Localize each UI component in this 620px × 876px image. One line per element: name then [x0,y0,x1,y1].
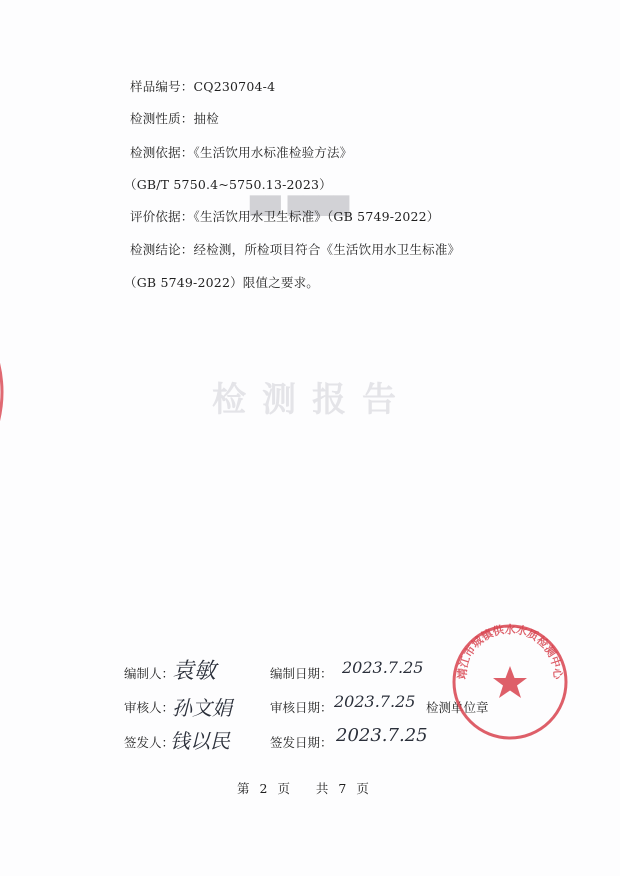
inspection-nature-value: 抽检 [193,111,219,126]
inspection-basis-code: （GB/T 5750.4~5750.13-2023） [124,177,332,192]
page-unit: 页 [277,781,290,796]
conclusion-value: 经检测，所检项目符合《生活饮用水卫生标准》 [193,242,461,257]
inspection-unit-label: 检测单位章 [426,700,489,715]
review-date-label: 审核日期： [270,700,333,715]
inspection-basis-line [130,143,352,161]
inspection-basis-label: 检测依据： [130,145,194,160]
issuer-signature: 钱以民 [170,729,230,753]
total-pages: 7 [338,781,347,796]
conclusion-continuation: （GB 5749-2022）限值之要求。 [124,275,319,290]
official-seal [450,622,570,742]
issue-date-label: 签发日期： [270,735,333,750]
evaluation-basis-value: 《生活饮用水卫生标准》（GB 5749-2022） [193,209,440,224]
reviewer-label: 审核人： [124,700,175,715]
sample-number-label: 样品编号： [130,79,194,94]
conclusion-label: 检测结论： [130,242,194,257]
compiler-label: 编制人： [124,666,175,681]
bleed-through-text: ▇▇ ▇▇▇▇ [250,192,350,216]
issuer-label: 签发人： [124,735,175,750]
total-prefix: 共 [315,781,329,796]
page-number: 2 [259,781,268,796]
page-footer [232,779,374,797]
total-unit: 页 [356,781,369,796]
evaluation-basis-line [130,207,440,225]
compile-date-label: 编制日期： [270,666,333,681]
compiler-signature: 袁敏 [172,659,217,684]
edge-seal-mark [0,352,10,432]
inspection-nature-label: 检测性质： [130,111,194,126]
sample-number-line [130,77,275,95]
reviewer-signature: 孙文娟 [172,696,232,720]
issue-date: 2023.7.25 [336,725,428,746]
inspection-basis-value: 《生活饮用水标准检验方法》 [193,145,353,160]
sample-number-value: CQ230704-4 [193,79,276,94]
watermark: 检测报告 [212,380,412,420]
review-date: 2023.7.25 [334,692,416,711]
evaluation-basis-label: 评价依据： [130,209,194,224]
conclusion-line [130,240,460,258]
inspection-nature-line [130,109,219,127]
page-prefix: 第 [237,781,250,796]
svg-text:靖江市城镇供水水质检测中心: 靖江市城镇供水水质检测中心 [455,622,565,680]
compile-date: 2023.7.25 [342,658,424,677]
